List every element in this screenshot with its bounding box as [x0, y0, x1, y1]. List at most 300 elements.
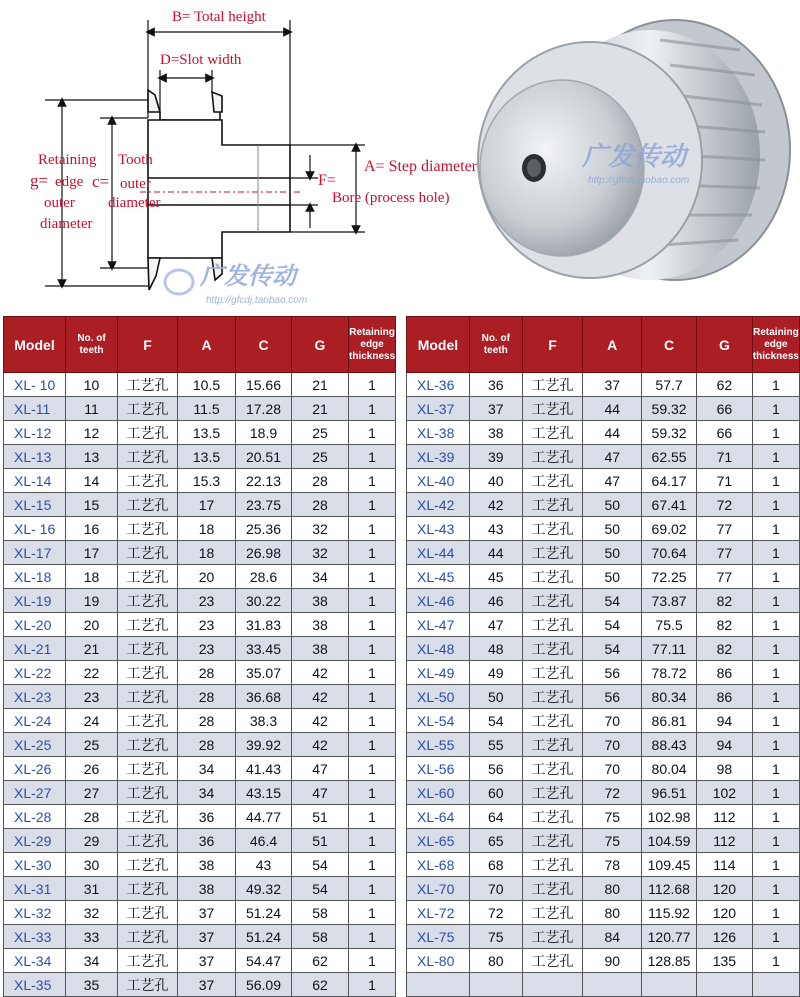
cell-f: 工艺孔 — [522, 781, 583, 805]
cell-c: 36.68 — [236, 685, 292, 709]
cell-g: 82 — [697, 613, 753, 637]
cell-teeth: 48 — [469, 637, 522, 661]
cell-c: 102.98 — [642, 805, 697, 829]
cell-a: 70 — [583, 709, 642, 733]
cell-f: 工艺孔 — [118, 517, 178, 541]
table-row — [407, 517, 800, 541]
cell-g: 34 — [292, 565, 349, 589]
cell-thickness: 1 — [752, 661, 799, 685]
table-row — [407, 541, 800, 565]
cell-f: 工艺孔 — [118, 757, 178, 781]
cell-f: 工艺孔 — [522, 949, 583, 973]
cell-c: 25.36 — [236, 517, 292, 541]
cell-thickness: 1 — [349, 925, 396, 949]
table-row — [407, 781, 800, 805]
watermark-url: http://gfcdj.taobao.com — [206, 295, 308, 306]
cell-thickness: 1 — [349, 565, 396, 589]
cell-f: 工艺孔 — [118, 709, 178, 733]
table-header-row — [4, 317, 396, 373]
cell-f: 工艺孔 — [118, 661, 178, 685]
table-row — [407, 469, 800, 493]
cell-c: 80.34 — [642, 685, 697, 709]
cell-thickness: 1 — [752, 397, 799, 421]
cell-teeth: 38 — [469, 421, 522, 445]
cell-g: 77 — [697, 541, 753, 565]
cell-model: XL-28 — [4, 805, 66, 829]
cell-f: 工艺孔 — [118, 541, 178, 565]
cell-f: 工艺孔 — [118, 373, 178, 397]
cell-f: 工艺孔 — [522, 565, 583, 589]
cell-teeth: 37 — [469, 397, 522, 421]
cell-g: 126 — [697, 925, 753, 949]
table-row — [4, 853, 396, 877]
cell-a: 37 — [583, 373, 642, 397]
cell-f — [522, 973, 583, 997]
cell-c: 69.02 — [642, 517, 697, 541]
cell-a: 75 — [583, 829, 642, 853]
cell-f: 工艺孔 — [522, 493, 583, 517]
cell-g: 86 — [697, 661, 753, 685]
cell-g: 58 — [292, 901, 349, 925]
cell-f: 工艺孔 — [118, 469, 178, 493]
cell-thickness: 1 — [752, 877, 799, 901]
cell-model: XL-47 — [407, 613, 470, 637]
cell-teeth: 55 — [469, 733, 522, 757]
cell-thickness: 1 — [752, 613, 799, 637]
cell-model: XL-68 — [407, 853, 470, 877]
cell-a: 28 — [178, 685, 236, 709]
cell-a: 50 — [583, 565, 642, 589]
table-row — [407, 973, 800, 997]
cell-model: XL-50 — [407, 685, 470, 709]
table-row — [4, 373, 396, 397]
cell-g: 47 — [292, 781, 349, 805]
cell-c: 17.28 — [236, 397, 292, 421]
header-g: G — [697, 317, 753, 373]
tooth-outer-label: outer — [120, 176, 151, 192]
cell-c: 67.41 — [642, 493, 697, 517]
cell-g: 120 — [697, 877, 753, 901]
cell-model: XL-18 — [4, 565, 66, 589]
header-retaining-thickness: Retaining edge thickness — [752, 317, 799, 373]
cell-c: 30.22 — [236, 589, 292, 613]
header-f: F — [118, 317, 178, 373]
cell-model: XL-19 — [4, 589, 66, 613]
table-row — [407, 901, 800, 925]
cell-thickness: 1 — [349, 829, 396, 853]
cell-c: 39.92 — [236, 733, 292, 757]
cell-a: 75 — [583, 805, 642, 829]
cell-c: 62.55 — [642, 445, 697, 469]
g-symbol-label: g= — [30, 171, 49, 190]
cell-f: 工艺孔 — [522, 613, 583, 637]
cell-f: 工艺孔 — [522, 421, 583, 445]
cell-thickness: 1 — [752, 949, 799, 973]
cell-g: 82 — [697, 637, 753, 661]
cell-thickness: 1 — [349, 949, 396, 973]
cell-model: XL-45 — [407, 565, 470, 589]
cell-thickness: 1 — [349, 853, 396, 877]
cell-model: XL-30 — [4, 853, 66, 877]
cell-f: 工艺孔 — [118, 805, 178, 829]
cell-teeth: 29 — [66, 829, 118, 853]
cell-teeth: 47 — [469, 613, 522, 637]
cell-f: 工艺孔 — [522, 541, 583, 565]
cell-a — [583, 973, 642, 997]
cell-thickness: 1 — [752, 517, 799, 541]
tooth-label: Tooth — [118, 152, 153, 168]
cell-thickness: 1 — [752, 589, 799, 613]
cell-a: 90 — [583, 949, 642, 973]
cell-model: XL-11 — [4, 397, 66, 421]
cell-a: 56 — [583, 661, 642, 685]
photo-watermark-text: 广发传动 — [582, 142, 687, 172]
cell-g: 38 — [292, 613, 349, 637]
cell-a: 17 — [178, 493, 236, 517]
cell-g: 112 — [697, 829, 753, 853]
cell-g: 28 — [292, 493, 349, 517]
header-a: A — [583, 317, 642, 373]
cell-g: 38 — [292, 637, 349, 661]
cell-teeth: 31 — [66, 877, 118, 901]
cell-a: 78 — [583, 853, 642, 877]
cell-teeth: 80 — [469, 949, 522, 973]
cell-thickness: 1 — [349, 373, 396, 397]
cell-c: 33.45 — [236, 637, 292, 661]
cell-teeth: 70 — [469, 877, 522, 901]
cell-teeth: 34 — [66, 949, 118, 973]
cell-f: 工艺孔 — [522, 829, 583, 853]
cell-thickness: 1 — [752, 685, 799, 709]
cell-a: 37 — [178, 901, 236, 925]
cell-a: 50 — [583, 517, 642, 541]
cell-g: 77 — [697, 565, 753, 589]
pulley-product-photo — [470, 0, 800, 312]
cell-teeth: 45 — [469, 565, 522, 589]
table-row — [4, 685, 396, 709]
table-row — [407, 709, 800, 733]
cell-teeth: 28 — [66, 805, 118, 829]
cell-model: XL-31 — [4, 877, 66, 901]
cell-a: 18 — [178, 517, 236, 541]
table-row — [4, 469, 396, 493]
cell-thickness: 1 — [752, 853, 799, 877]
cell-thickness: 1 — [752, 829, 799, 853]
table-row — [4, 637, 396, 661]
cell-teeth: 43 — [469, 517, 522, 541]
cell-a: 23 — [178, 637, 236, 661]
table-row — [4, 613, 396, 637]
header-f: F — [522, 317, 583, 373]
cell-teeth: 16 — [66, 517, 118, 541]
table-row — [407, 565, 800, 589]
cell-teeth: 10 — [66, 373, 118, 397]
table-row — [4, 925, 396, 949]
cell-c: 28.6 — [236, 565, 292, 589]
cell-f: 工艺孔 — [118, 901, 178, 925]
cell-model — [407, 973, 470, 997]
cell-a: 34 — [178, 757, 236, 781]
cell-teeth: 20 — [66, 613, 118, 637]
cell-g: 72 — [697, 493, 753, 517]
cell-thickness — [752, 973, 799, 997]
cell-c: 18.9 — [236, 421, 292, 445]
table-row — [407, 805, 800, 829]
cell-g: 114 — [697, 853, 753, 877]
cell-teeth: 65 — [469, 829, 522, 853]
cell-a: 36 — [178, 829, 236, 853]
cell-a: 54 — [583, 637, 642, 661]
cell-teeth: 13 — [66, 445, 118, 469]
cell-teeth: 40 — [469, 469, 522, 493]
cell-f: 工艺孔 — [522, 469, 583, 493]
cell-c — [642, 973, 697, 997]
cell-thickness: 1 — [349, 757, 396, 781]
cell-model: XL-43 — [407, 517, 470, 541]
table-row — [407, 373, 800, 397]
table-row — [4, 973, 396, 997]
cell-a: 47 — [583, 445, 642, 469]
cell-a: 15.3 — [178, 469, 236, 493]
cell-thickness: 1 — [752, 493, 799, 517]
cell-thickness: 1 — [349, 421, 396, 445]
cell-a: 38 — [178, 877, 236, 901]
cell-a: 34 — [178, 781, 236, 805]
cell-thickness: 1 — [752, 925, 799, 949]
cell-model: XL-35 — [4, 973, 66, 997]
cell-f: 工艺孔 — [118, 685, 178, 709]
c-symbol-label: c= — [92, 172, 110, 191]
cell-teeth: 50 — [469, 685, 522, 709]
cell-a: 56 — [583, 685, 642, 709]
bore-label: Bore (process hole) — [332, 190, 450, 206]
cell-f: 工艺孔 — [118, 781, 178, 805]
cell-thickness: 1 — [349, 613, 396, 637]
cell-a: 23 — [178, 589, 236, 613]
cell-teeth: 44 — [469, 541, 522, 565]
cell-thickness: 1 — [349, 493, 396, 517]
table-row — [4, 421, 396, 445]
table-row — [4, 589, 396, 613]
cell-thickness: 1 — [349, 517, 396, 541]
cell-g: 66 — [697, 397, 753, 421]
cell-model: XL-23 — [4, 685, 66, 709]
cell-c: 26.98 — [236, 541, 292, 565]
cell-c: 78.72 — [642, 661, 697, 685]
cell-teeth: 56 — [469, 757, 522, 781]
cell-model: XL-25 — [4, 733, 66, 757]
table-row — [407, 589, 800, 613]
cell-g: 58 — [292, 925, 349, 949]
table-row — [407, 733, 800, 757]
cell-c: 46.4 — [236, 829, 292, 853]
cell-g: 98 — [697, 757, 753, 781]
cell-model: XL-39 — [407, 445, 470, 469]
cell-g: 54 — [292, 853, 349, 877]
table-row — [4, 805, 396, 829]
cell-g: 120 — [697, 901, 753, 925]
cell-teeth: 49 — [469, 661, 522, 685]
cell-g: 62 — [292, 973, 349, 997]
cell-teeth: 33 — [66, 925, 118, 949]
cell-a: 44 — [583, 421, 642, 445]
cell-a: 28 — [178, 661, 236, 685]
cell-model: XL-24 — [4, 709, 66, 733]
cell-model: XL-33 — [4, 925, 66, 949]
cell-thickness: 1 — [349, 589, 396, 613]
table-row — [407, 445, 800, 469]
cell-c: 112.68 — [642, 877, 697, 901]
pulley-dimension-diagram — [0, 0, 477, 312]
cell-model: XL-37 — [407, 397, 470, 421]
cell-g: 62 — [292, 949, 349, 973]
cell-teeth: 64 — [469, 805, 522, 829]
cell-model: XL-34 — [4, 949, 66, 973]
cell-g: 77 — [697, 517, 753, 541]
cell-teeth: 42 — [469, 493, 522, 517]
table-row — [407, 757, 800, 781]
cell-a: 28 — [178, 733, 236, 757]
cell-thickness: 1 — [349, 541, 396, 565]
cell-thickness: 1 — [349, 781, 396, 805]
cell-c: 57.7 — [642, 373, 697, 397]
cell-g: 42 — [292, 733, 349, 757]
cell-teeth: 11 — [66, 397, 118, 421]
cell-teeth: 17 — [66, 541, 118, 565]
table-header-row — [407, 317, 800, 373]
cell-model: XL- 16 — [4, 517, 66, 541]
slot-width-label: D=Slot width — [160, 52, 242, 68]
cell-teeth: 68 — [469, 853, 522, 877]
cell-g: 71 — [697, 469, 753, 493]
cell-a: 18 — [178, 541, 236, 565]
cell-c: 128.85 — [642, 949, 697, 973]
cell-f: 工艺孔 — [118, 589, 178, 613]
cell-f: 工艺孔 — [118, 445, 178, 469]
cell-model: XL-22 — [4, 661, 66, 685]
table-row — [407, 853, 800, 877]
cell-teeth — [469, 973, 522, 997]
cell-teeth: 27 — [66, 781, 118, 805]
cell-thickness: 1 — [752, 805, 799, 829]
table-row — [407, 877, 800, 901]
retaining-label: Retaining — [38, 152, 97, 168]
cell-c: 49.32 — [236, 877, 292, 901]
table-row — [4, 949, 396, 973]
cell-model: XL-49 — [407, 661, 470, 685]
header-model: Model — [4, 317, 66, 373]
cell-f: 工艺孔 — [118, 493, 178, 517]
cell-model: XL-13 — [4, 445, 66, 469]
cell-a: 70 — [583, 733, 642, 757]
cell-model: XL-70 — [407, 877, 470, 901]
cell-g: 32 — [292, 541, 349, 565]
cell-teeth: 39 — [469, 445, 522, 469]
cell-c: 59.32 — [642, 421, 697, 445]
cell-f: 工艺孔 — [118, 925, 178, 949]
cell-g: 102 — [697, 781, 753, 805]
cell-teeth: 12 — [66, 421, 118, 445]
cell-thickness: 1 — [349, 685, 396, 709]
cell-teeth: 18 — [66, 565, 118, 589]
cell-f: 工艺孔 — [522, 373, 583, 397]
table-row — [4, 493, 396, 517]
cell-model: XL-26 — [4, 757, 66, 781]
cell-f: 工艺孔 — [522, 589, 583, 613]
cell-thickness: 1 — [349, 805, 396, 829]
cell-c: 35.07 — [236, 661, 292, 685]
cell-g: 71 — [697, 445, 753, 469]
cell-c: 56.09 — [236, 973, 292, 997]
cell-model: XL-20 — [4, 613, 66, 637]
cell-c: 72.25 — [642, 565, 697, 589]
table-row — [4, 565, 396, 589]
table-row — [4, 517, 396, 541]
cell-g: 21 — [292, 373, 349, 397]
table-row — [4, 397, 396, 421]
cell-c: 23.75 — [236, 493, 292, 517]
header-retaining-thickness: Retaining edge thickness — [349, 317, 396, 373]
cell-teeth: 26 — [66, 757, 118, 781]
cell-model: XL-48 — [407, 637, 470, 661]
cell-a: 80 — [583, 877, 642, 901]
cell-g: 21 — [292, 397, 349, 421]
cell-teeth: 75 — [469, 925, 522, 949]
cell-f: 工艺孔 — [118, 565, 178, 589]
cell-f: 工艺孔 — [118, 949, 178, 973]
cell-f: 工艺孔 — [522, 757, 583, 781]
cell-teeth: 32 — [66, 901, 118, 925]
cell-g: 66 — [697, 421, 753, 445]
cell-a: 28 — [178, 709, 236, 733]
cell-thickness: 1 — [752, 565, 799, 589]
cell-c: 80.04 — [642, 757, 697, 781]
cell-f: 工艺孔 — [118, 421, 178, 445]
photo-watermark-url: http://gfcdj.taobao.com — [588, 175, 690, 186]
cell-a: 10.5 — [178, 373, 236, 397]
cell-c: 43 — [236, 853, 292, 877]
cell-thickness: 1 — [752, 541, 799, 565]
cell-c: 38.3 — [236, 709, 292, 733]
cell-g: 42 — [292, 661, 349, 685]
cell-model: XL-72 — [407, 901, 470, 925]
table-row — [4, 733, 396, 757]
header-c: C — [236, 317, 292, 373]
cell-g: 25 — [292, 421, 349, 445]
table-row — [407, 637, 800, 661]
cell-teeth: 21 — [66, 637, 118, 661]
cell-thickness: 1 — [349, 973, 396, 997]
cell-g: 82 — [697, 589, 753, 613]
cell-a: 50 — [583, 541, 642, 565]
cell-thickness: 1 — [752, 733, 799, 757]
cell-f: 工艺孔 — [522, 661, 583, 685]
table-row — [407, 421, 800, 445]
cell-model: XL-21 — [4, 637, 66, 661]
table-row — [4, 877, 396, 901]
cell-a: 37 — [178, 973, 236, 997]
header-teeth: No. of teeth — [469, 317, 522, 373]
cell-f: 工艺孔 — [522, 925, 583, 949]
table-row — [407, 949, 800, 973]
cell-f: 工艺孔 — [118, 397, 178, 421]
cell-f: 工艺孔 — [522, 445, 583, 469]
cell-c: 51.24 — [236, 901, 292, 925]
cell-thickness: 1 — [349, 709, 396, 733]
table-row — [4, 661, 396, 685]
cell-f: 工艺孔 — [522, 637, 583, 661]
cell-a: 38 — [178, 853, 236, 877]
